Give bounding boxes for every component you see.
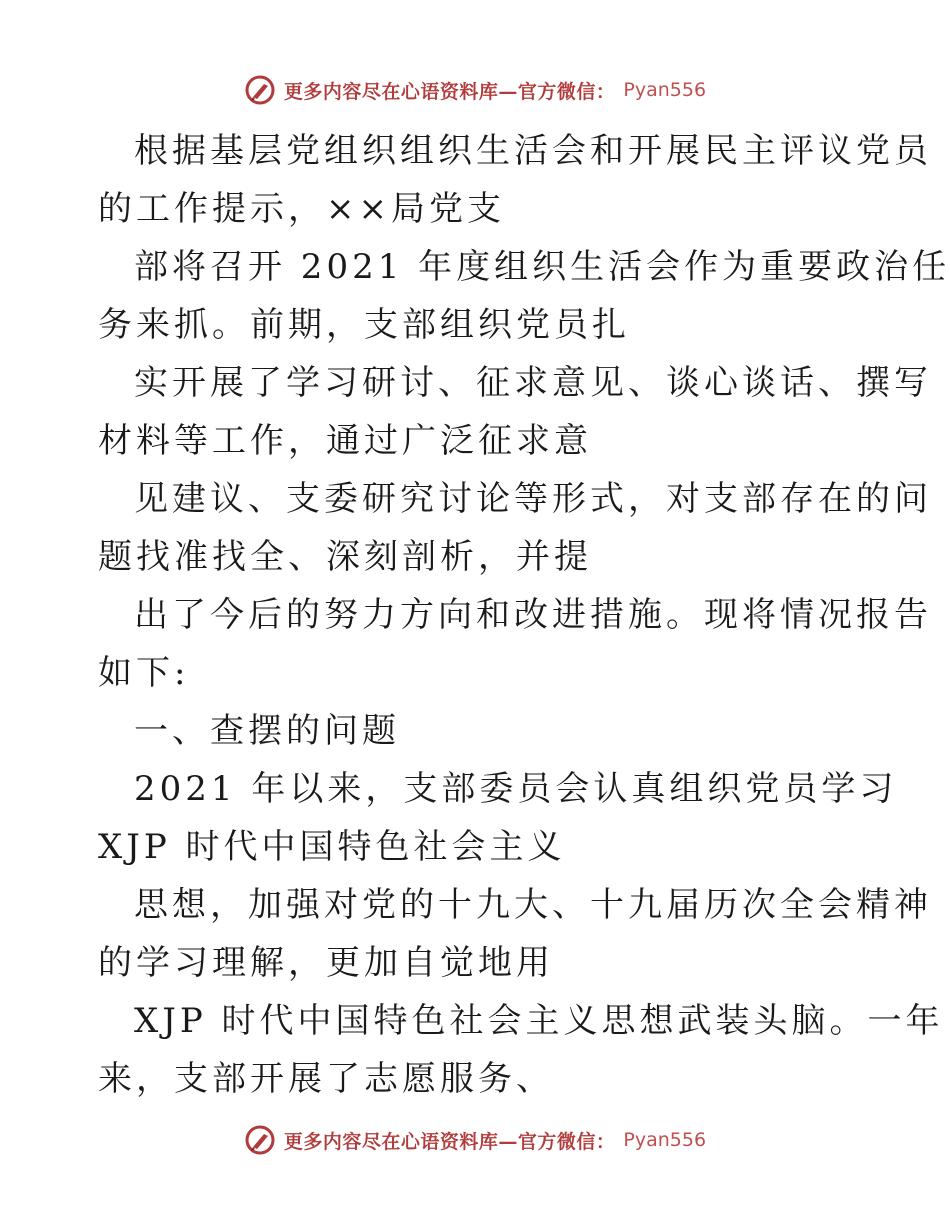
body-line: 思想，加强对党的十九大、十九届历次全会精神	[134, 885, 932, 925]
section-heading: 一、查摆的问题	[134, 711, 400, 751]
banner-contact: Pyan556	[623, 1129, 707, 1151]
body-line: 2021 年以来，支部委员会认真组织党员学习	[134, 769, 898, 809]
body-line: 部将召开 2021 年度组织生活会作为重要政治任	[134, 247, 950, 287]
body-line: 材料等工作，通过广泛征求意	[98, 421, 592, 461]
body-line: 来，支部开展了志愿服务、	[98, 1059, 554, 1099]
body-line: 务来抓。前期，支部组织党员扎	[98, 305, 630, 345]
banner-contact: Pyan556	[623, 79, 707, 101]
body-line: 实开展了学习研讨、征求意见、谈心谈话、撰写	[134, 363, 932, 403]
body-line: 的工作提示，××局党支	[98, 189, 505, 229]
document-body	[98, 122, 950, 1108]
body-line: 出了今后的努力方向和改进措施。现将情况报告	[134, 595, 932, 635]
body-line: XJP 时代中国特色社会主义	[98, 827, 566, 867]
body-line: 的学习理解，更加自觉地用	[98, 943, 554, 983]
pen-logo-icon	[244, 74, 276, 106]
body-line: 题找准找全、深刻剖析，并提	[98, 537, 592, 577]
body-line: XJP 时代中国特色社会主义思想武装头脑。一年	[134, 1001, 944, 1041]
header-watermark-banner	[0, 70, 950, 110]
body-line: 见建议、支委研究讨论等形式，对支部存在的问	[134, 479, 932, 519]
body-line: 如下:	[98, 653, 190, 693]
body-line: 根据基层党组织组织生活会和开展民主评议党员	[134, 131, 932, 171]
banner-slogan: 更多内容尽在心语资料库—官方微信：	[283, 80, 616, 103]
banner-slogan: 更多内容尽在心语资料库—官方微信：	[283, 1130, 616, 1153]
pen-logo-icon	[244, 1124, 276, 1156]
footer-watermark-banner	[0, 1120, 950, 1160]
